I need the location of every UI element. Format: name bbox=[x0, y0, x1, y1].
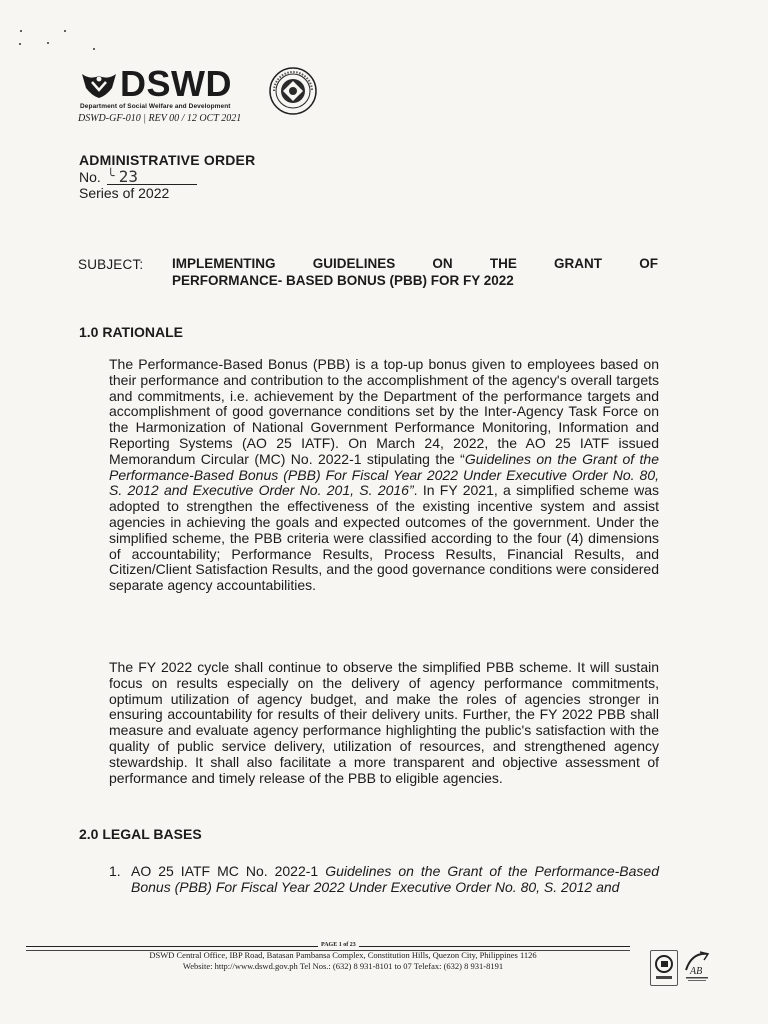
rationale-paragraph-1 bbox=[109, 357, 659, 594]
order-series: Series of 2022 bbox=[79, 185, 170, 201]
order-number-value: 23 bbox=[118, 167, 138, 186]
accreditation-mark-icon bbox=[680, 948, 714, 984]
order-number-label: No. bbox=[79, 169, 101, 185]
subject-word: GRANT bbox=[554, 256, 603, 271]
form-code: DSWD-GF-010 | REV 00 / 12 OCT 2021 bbox=[78, 113, 242, 124]
list-item-italic: Guidelines on the Grant of the Performance-Based Bonus (PBB) For Fiscal Year 2022 Under Executive Order No. 80, S. 2012 and bbox=[131, 863, 659, 895]
rationale-paragraph-2: The FY 2022 cycle shall continue to observe the simplified PBB scheme. It will sustain focus on results especially on the delivery of agency performance commitments, optimum utilization of agency budget, and make the roles of agencies stronger in ensuring accountability for results of their delivery units. Further, the FY 2022 PBB shall measure and evaluate agency performance highlighting the public's satisfaction with the quality of public service delivery, utilization of resources, and strengthened agency stewardship. It shall also facilitate a more transparent and objective assessment of performance and timely release of the PBB to eligible agencies. bbox=[109, 659, 659, 786]
subject-line2: PERFORMANCE- BASED BONUS (PBB) FOR FY 2022 bbox=[172, 273, 514, 288]
logo-subtitle: Department of Social Welfare and Development bbox=[80, 103, 231, 110]
iso-certification-icon bbox=[650, 950, 678, 986]
legal-bases-heading: 2.0 LEGAL BASES bbox=[79, 826, 202, 842]
subject-word: ON bbox=[432, 256, 453, 271]
footer-address: DSWD Central Office, IBP Road, Batasan Pambansa Complex, Constitution Hills, Quezon City, Philippines 1126 bbox=[149, 950, 537, 960]
subject-word: OF bbox=[639, 256, 658, 271]
subject-text bbox=[172, 255, 658, 289]
footer-address-block bbox=[108, 950, 578, 972]
subject-word: GUIDELINES bbox=[312, 256, 396, 271]
rationale-p1-text-b: . In FY 2021, a simplified scheme was adopted to strengthen the effectiveness of the existing incentive system and assist agencies in achieving the goals and expected outcomes of the government. Under the simplified scheme, the PBB criteria were classified according to the four (4) dimensions of accountability; Performance Results, Process Results, Financial Results, and Citizen/Client Satisfaction Results, and the good governance conditions were considered separate agency accountabilities. bbox=[109, 482, 659, 594]
list-item bbox=[109, 863, 659, 895]
subject-line1 bbox=[172, 255, 658, 272]
agency-seal-icon bbox=[268, 66, 318, 116]
svg-text:AB: AB bbox=[690, 966, 703, 977]
dswd-emblem-icon bbox=[80, 70, 118, 100]
rationale-p1-italic: Guidelines on the Grant of the Performance-Based Bonus (PBB) For Fiscal Year 2022 Under Executive Order No. 80, S. 2012 and Executive Order No. 201, S. 2016” bbox=[109, 450, 659, 499]
subject-label: SUBJECT: bbox=[78, 257, 144, 272]
legal-bases-list bbox=[109, 863, 659, 895]
handwritten-mark: ╰ bbox=[106, 168, 115, 183]
subject-word: THE bbox=[489, 256, 517, 271]
order-title: ADMINISTRATIVE ORDER bbox=[79, 152, 256, 168]
list-item-number: 1. bbox=[109, 863, 121, 879]
logo-text: DSWD bbox=[120, 63, 232, 104]
rationale-heading: 1.0 RATIONALE bbox=[79, 324, 183, 340]
footer-contact: Website: http://www.dswd.gov.ph Tel Nos.: (632) 8 931-8101 to 07 Telefax: (632) 8 931-8191 bbox=[182, 961, 504, 971]
order-number-line bbox=[106, 167, 197, 186]
list-item-text: AO 25 IATF MC No. 2022-1 bbox=[131, 863, 326, 879]
rationale-p1-text-a: The Performance-Based Bonus (PBB) is a top-up bonus given to employees based on their performance and contribution to the accomplishment of the agency's overall targets and commitments, i.e. achievement by the Department of the performance targets and accomplishment of good governance conditions set by the Inter-Agency Task Force on the Harmonization of National Government Performance Monitoring, Information and Reporting Systems (AO 25 IATF). On March 24, 2022, the AO 25 IATF issued Memorandum Circular (MC) No. 2022-1 stipulating the “ bbox=[109, 356, 659, 467]
page-number: PAGE 1 of 23 bbox=[318, 942, 359, 948]
subject-word: IMPLEMENTING bbox=[172, 256, 276, 271]
order-number bbox=[79, 169, 197, 185]
